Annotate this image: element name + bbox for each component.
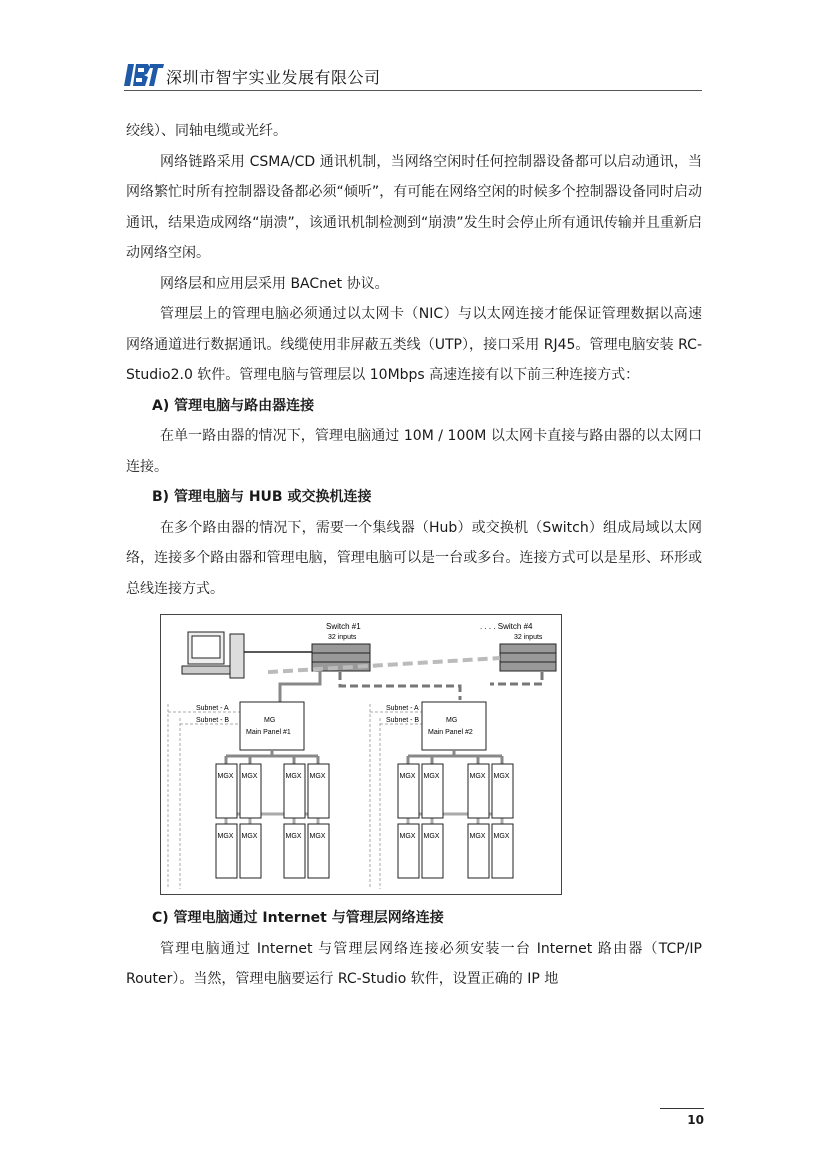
mgx-label: MGX [241,833,258,840]
subnet-a-label: Subnet - A [196,705,229,712]
switch4-label: . . . . Switch #4 [480,622,533,631]
section-c-heading: C) 管理电脑通过 Internet 与管理层网络连接 [152,910,444,926]
mgx-label: MGX [217,773,234,780]
company-logo [124,60,164,88]
mgx-label: MGX [469,833,486,840]
page-body [126,116,702,995]
panel1-label: Main Panel #1 [246,729,291,736]
paragraph: 网络链路采用 CSMA/CD 通讯机制，当网络空闲时任何控制器设备都可以启动通讯，当网络繁忙时所有控制器设备都必须“倾听”，有可能在网络空闲的时候多个控制器设备同时启动通讯，结果造成网络“崩溃”，该通讯机制检测到“崩溃”发生时会停止所有通讯传输并且重新启动网络空闲。 [126,153,702,261]
network-diagram-svg [160,614,562,895]
mg-label: MG [264,717,276,724]
mgx-label: MGX [493,773,510,780]
mgx-label: MGX [285,773,302,780]
subnet-b-label: Subnet - B [196,717,230,724]
section-c-text: 管理电脑通过 Internet 与管理层网络连接必须安装一台 Internet 路由器（TCP/IP Router）。当然，管理电脑要运行 RC-Studio 软件，设置正确的 IP 地 [126,940,702,987]
company-name: 深圳市智宇实业发展有限公司 [166,68,381,87]
subnet-b-label: Subnet - B [386,717,420,724]
mgx-label: MGX [423,833,440,840]
mgx-label: MGX [217,833,234,840]
page-number: 10 [660,1108,704,1127]
computer-icon [182,632,244,678]
mgx-label: MGX [399,773,416,780]
mgx-label: MGX [241,773,258,780]
section-a-heading: A) 管理电脑与路由器连接 [152,397,315,414]
mg-label: MG [446,717,458,724]
mgx-label: MGX [423,773,440,780]
main-panel-1 [240,702,304,750]
mgx-label: MGX [309,773,326,780]
panel2-label: Main Panel #2 [428,729,473,736]
switch1-ports: 32 inputs [328,634,357,641]
network-diagram [160,614,562,895]
switch-icon [500,644,556,671]
main-panel-2 [422,702,486,750]
mgx-label: MGX [309,833,326,840]
mgx-label: MGX [469,773,486,780]
mgx-label: MGX [493,833,510,840]
section-b-heading: B) 管理电脑与 HUB 或交换机连接 [152,489,372,505]
mgx-label: MGX [399,833,416,840]
mgx-label: MGX [285,833,302,840]
paragraph: 绞线）、同轴电缆或光纤。 [126,123,287,139]
switch4-ports: 32 inputs [514,634,543,641]
paragraph: 网络层和应用层采用 BACnet 协议。 [160,275,389,292]
subnet-a-label: Subnet - A [386,705,419,712]
section-b-text: 在多个路由器的情况下，需要一个集线器（Hub）或交换机（Switch）组成局域以太网络，连接多个路由器和管理电脑，管理电脑可以是一台或多台。连接方式可以是星形、环形或总线连接方式。 [126,519,702,597]
page-header [124,60,702,91]
paragraph: 管理层上的管理电脑必须通过以太网卡（NIC）与以太网连接才能保证管理数据以高速网络通道进行数据通讯。线缆使用非屏蔽五类线（UTP），接口采用 RJ45。管理电脑安装 RC-Studio2.0 软件。管理电脑与管理层以 10Mbps 高速连接有以下前三种连接方式： [126,306,702,383]
switch1-label: Switch #1 [326,622,361,631]
section-a-text: 在单一路由器的情况下，管理电脑通过 10M / 100M 以太网卡直接与路由器的以太网口连接。 [126,428,702,475]
